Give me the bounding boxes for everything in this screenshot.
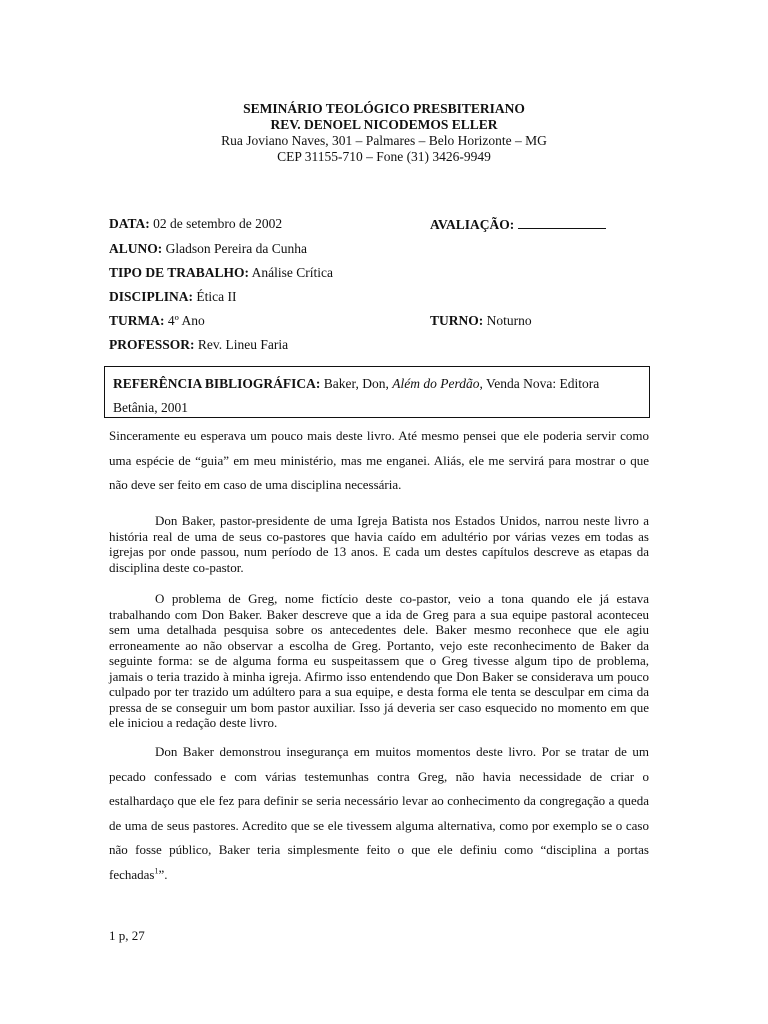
turma-value: 4º Ano [164,313,205,328]
seminary-patron: REV. DENOEL NICODEMOS ELLER [270,117,498,132]
field-turma [109,313,205,329]
seminary-name: SEMINÁRIO TEOLÓGICO PRESBITERIANO [243,101,525,116]
paragraph-1: Sinceramente eu esperava um pouco mais deste livro. Até mesmo pensei que ele poderia servir como uma espécie de “guia” em meu ministério, mas me enganei. Aliás, ele me servirá para mostrar o que não deve ser feito em caso de uma disciplina necessária. [109,428,649,492]
reference-label: REFERÊNCIA BIBLIOGRÁFICA: [113,376,321,391]
paragraph-3: O problema de Greg, nome fictício deste co-pastor, veio a tona quando ele já estava trabalhando com Don Baker. Baker descreve que a ida de Greg para a sua equipe pastoral aconteceu sem uma detalhada pesquisa sobre os antecedentes dele. Baker mesmo reconhece que ele agiu erroneamente ao não observar a escolha de Greg. Portanto, vejo este reconhecimento de Baker da seguinte forma: se de alguma forma eu suspeitassem que o Greg tivesse algum tipo de problema, jamais o teria trazido à minha igreja. Afirmo isso entendendo que Don Baker se considerava um pouco culpado por ter trazido um adúltero para a sua equipe, e desta forma ele tenta se desculpar em cima da pressa de se conseguir um bom pastor auxiliar. Isso já deveria ser caso esquecido no momento em que ele iniciou a redação deste livro. [109,591,649,730]
turma-label: TURMA: [109,313,165,328]
field-avaliacao [430,216,606,233]
paragraph-4-end: ”. [158,866,168,882]
footnote-text: 1 p, 27 [109,928,145,943]
tipo-value: Análise Crítica [249,265,334,280]
data-label: DATA: [109,216,150,231]
footnote-ref-1: 1 [154,866,159,876]
reference-rest: , Venda Nova: Editora Betânia, 2001 [113,376,600,415]
paragraph-4 [109,740,649,887]
field-data [109,216,282,232]
field-turno [430,313,532,329]
aluno-value: Gladson Pereira da Cunha [162,241,307,256]
professor-value: Rev. Lineu Faria [194,337,289,352]
professor-label: PROFESSOR: [109,337,195,352]
turno-label: TURNO: [430,313,484,328]
disciplina-label: DISCIPLINA: [109,289,194,304]
paragraph-4-text: Don Baker demonstrou insegurança em muitos momentos deste livro. Por se tratar de um pecado confessado e com várias testemunhas contra Greg, não havia necessidade de criar o estalhardaço que ele fez para definir se seria necessário levar ao conhecimento da congregação a queda de uma de seus pastores. Acredito que se ele tivessem alguma alternativa, como por exemplo se o caso não fosse público, Baker teria simplesmente feito o que ele definiu como “disciplina a portas fechadas [109,744,649,882]
seminary-contact: CEP 31155-710 – Fone (31) 3426-9949 [277,149,491,164]
tipo-label: TIPO DE TRABALHO: [109,265,250,280]
avaliacao-blank [518,216,606,229]
document-header [0,101,768,165]
disciplina-value: Ética II [193,289,237,304]
paragraph-2: Don Baker, pastor-presidente de uma Igreja Batista nos Estados Unidos, narrou neste livro a história real de uma de seus co-pastores que havia caído em adultério por várias vezes em todas as igrejas por onde passou, num período de 13 anos. E cada um destes capítulos descreve as etapas da disciplina deste co-pastor. [109,513,649,575]
field-professor [109,337,288,353]
turno-value: Noturno [483,313,532,328]
reference-box [104,366,650,418]
reference-title: Além do Perdão [392,376,480,391]
data-value: 02 de setembro de 2002 [149,216,283,231]
field-tipo [109,265,333,281]
seminary-address: Rua Joviano Naves, 301 – Palmares – Belo Horizonte – MG [221,133,547,148]
avaliacao-label: AVALIAÇÃO: [430,217,515,232]
reference-author: Baker, Don, [320,376,393,391]
aluno-label: ALUNO: [109,241,163,256]
field-aluno [109,241,307,257]
field-disciplina [109,289,237,305]
